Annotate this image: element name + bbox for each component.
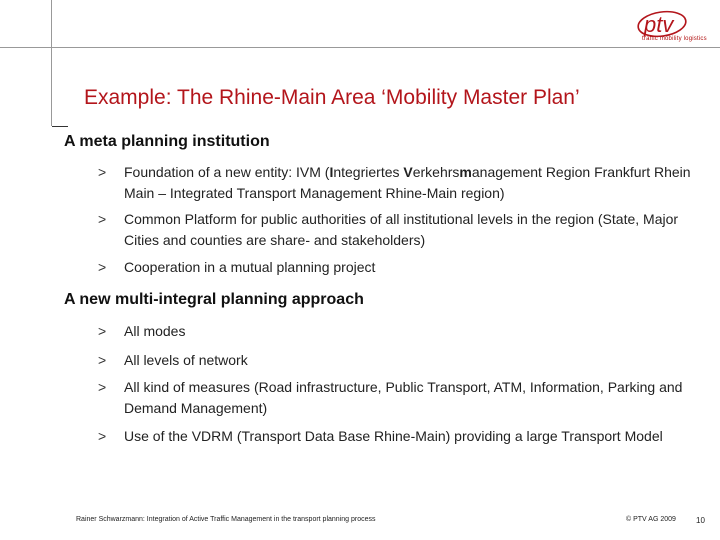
- bullet-item-foundation: [98, 162, 698, 203]
- bullet-arrow-icon: >: [98, 211, 107, 227]
- bullet-arrow-icon: >: [98, 259, 107, 275]
- bullet-text: Use of the VDRM (Transport Data Base Rhine-Main) providing a large Transport Model: [124, 428, 663, 444]
- page-number: 10: [696, 516, 705, 525]
- bullet-item-common-platform: [98, 209, 698, 250]
- bullet-text: Foundation of a new entity: IVM (Integriertes Verkehrsmanagement Region Frankfurt Rhein Main – Integrated Transport Management Rhine-Main region): [124, 164, 691, 201]
- bullet-arrow-icon: >: [98, 428, 107, 444]
- frame-horizontal-line: [0, 47, 720, 48]
- footer-author: Rainer Schwarzmann: Integration of Active Traffic Management in the transport planning process: [76, 516, 376, 523]
- footer-copyright: © PTV AG 2009: [626, 516, 676, 523]
- bullet-text: All modes: [124, 323, 186, 339]
- bullet-text: All kind of measures (Road infrastructure, Public Transport, ATM, Information, Parking and Demand Management): [124, 379, 683, 416]
- section-heading-meta-planning: A meta planning institution: [64, 133, 270, 150]
- bullet-item-all-levels: [98, 350, 698, 371]
- bullet-text: Common Platform for public authorities of all institutional levels in the region (State, Major Cities and counties are share- and stakeholders): [124, 211, 679, 248]
- bullet-item-cooperation: [98, 257, 698, 278]
- title-vertical-line: [51, 48, 52, 126]
- bullet-arrow-icon: >: [98, 379, 107, 395]
- bullet-text: Cooperation in a mutual planning project: [124, 259, 376, 275]
- frame-vertical-line: [51, 0, 52, 48]
- bullet-item-all-measures: [98, 377, 698, 418]
- bullet-arrow-icon: >: [98, 323, 107, 339]
- bullet-text: All levels of network: [124, 352, 248, 368]
- bullet-item-vdrm: [98, 426, 698, 447]
- bullet-arrow-icon: >: [98, 352, 107, 368]
- ptv-logo-icon: [618, 6, 718, 50]
- title-underline-tick: [52, 126, 68, 127]
- section-heading-planning-approach: A new multi-integral planning approach: [64, 291, 364, 308]
- bullet-item-all-modes: [98, 321, 698, 342]
- bullet-arrow-icon: >: [98, 164, 107, 180]
- logo-tagline: traffic mobility logistics: [642, 36, 707, 42]
- logo-text: ptv: [644, 12, 674, 37]
- slide-title: Example: The Rhine-Main Area ‘Mobility Master Plan’: [84, 86, 580, 109]
